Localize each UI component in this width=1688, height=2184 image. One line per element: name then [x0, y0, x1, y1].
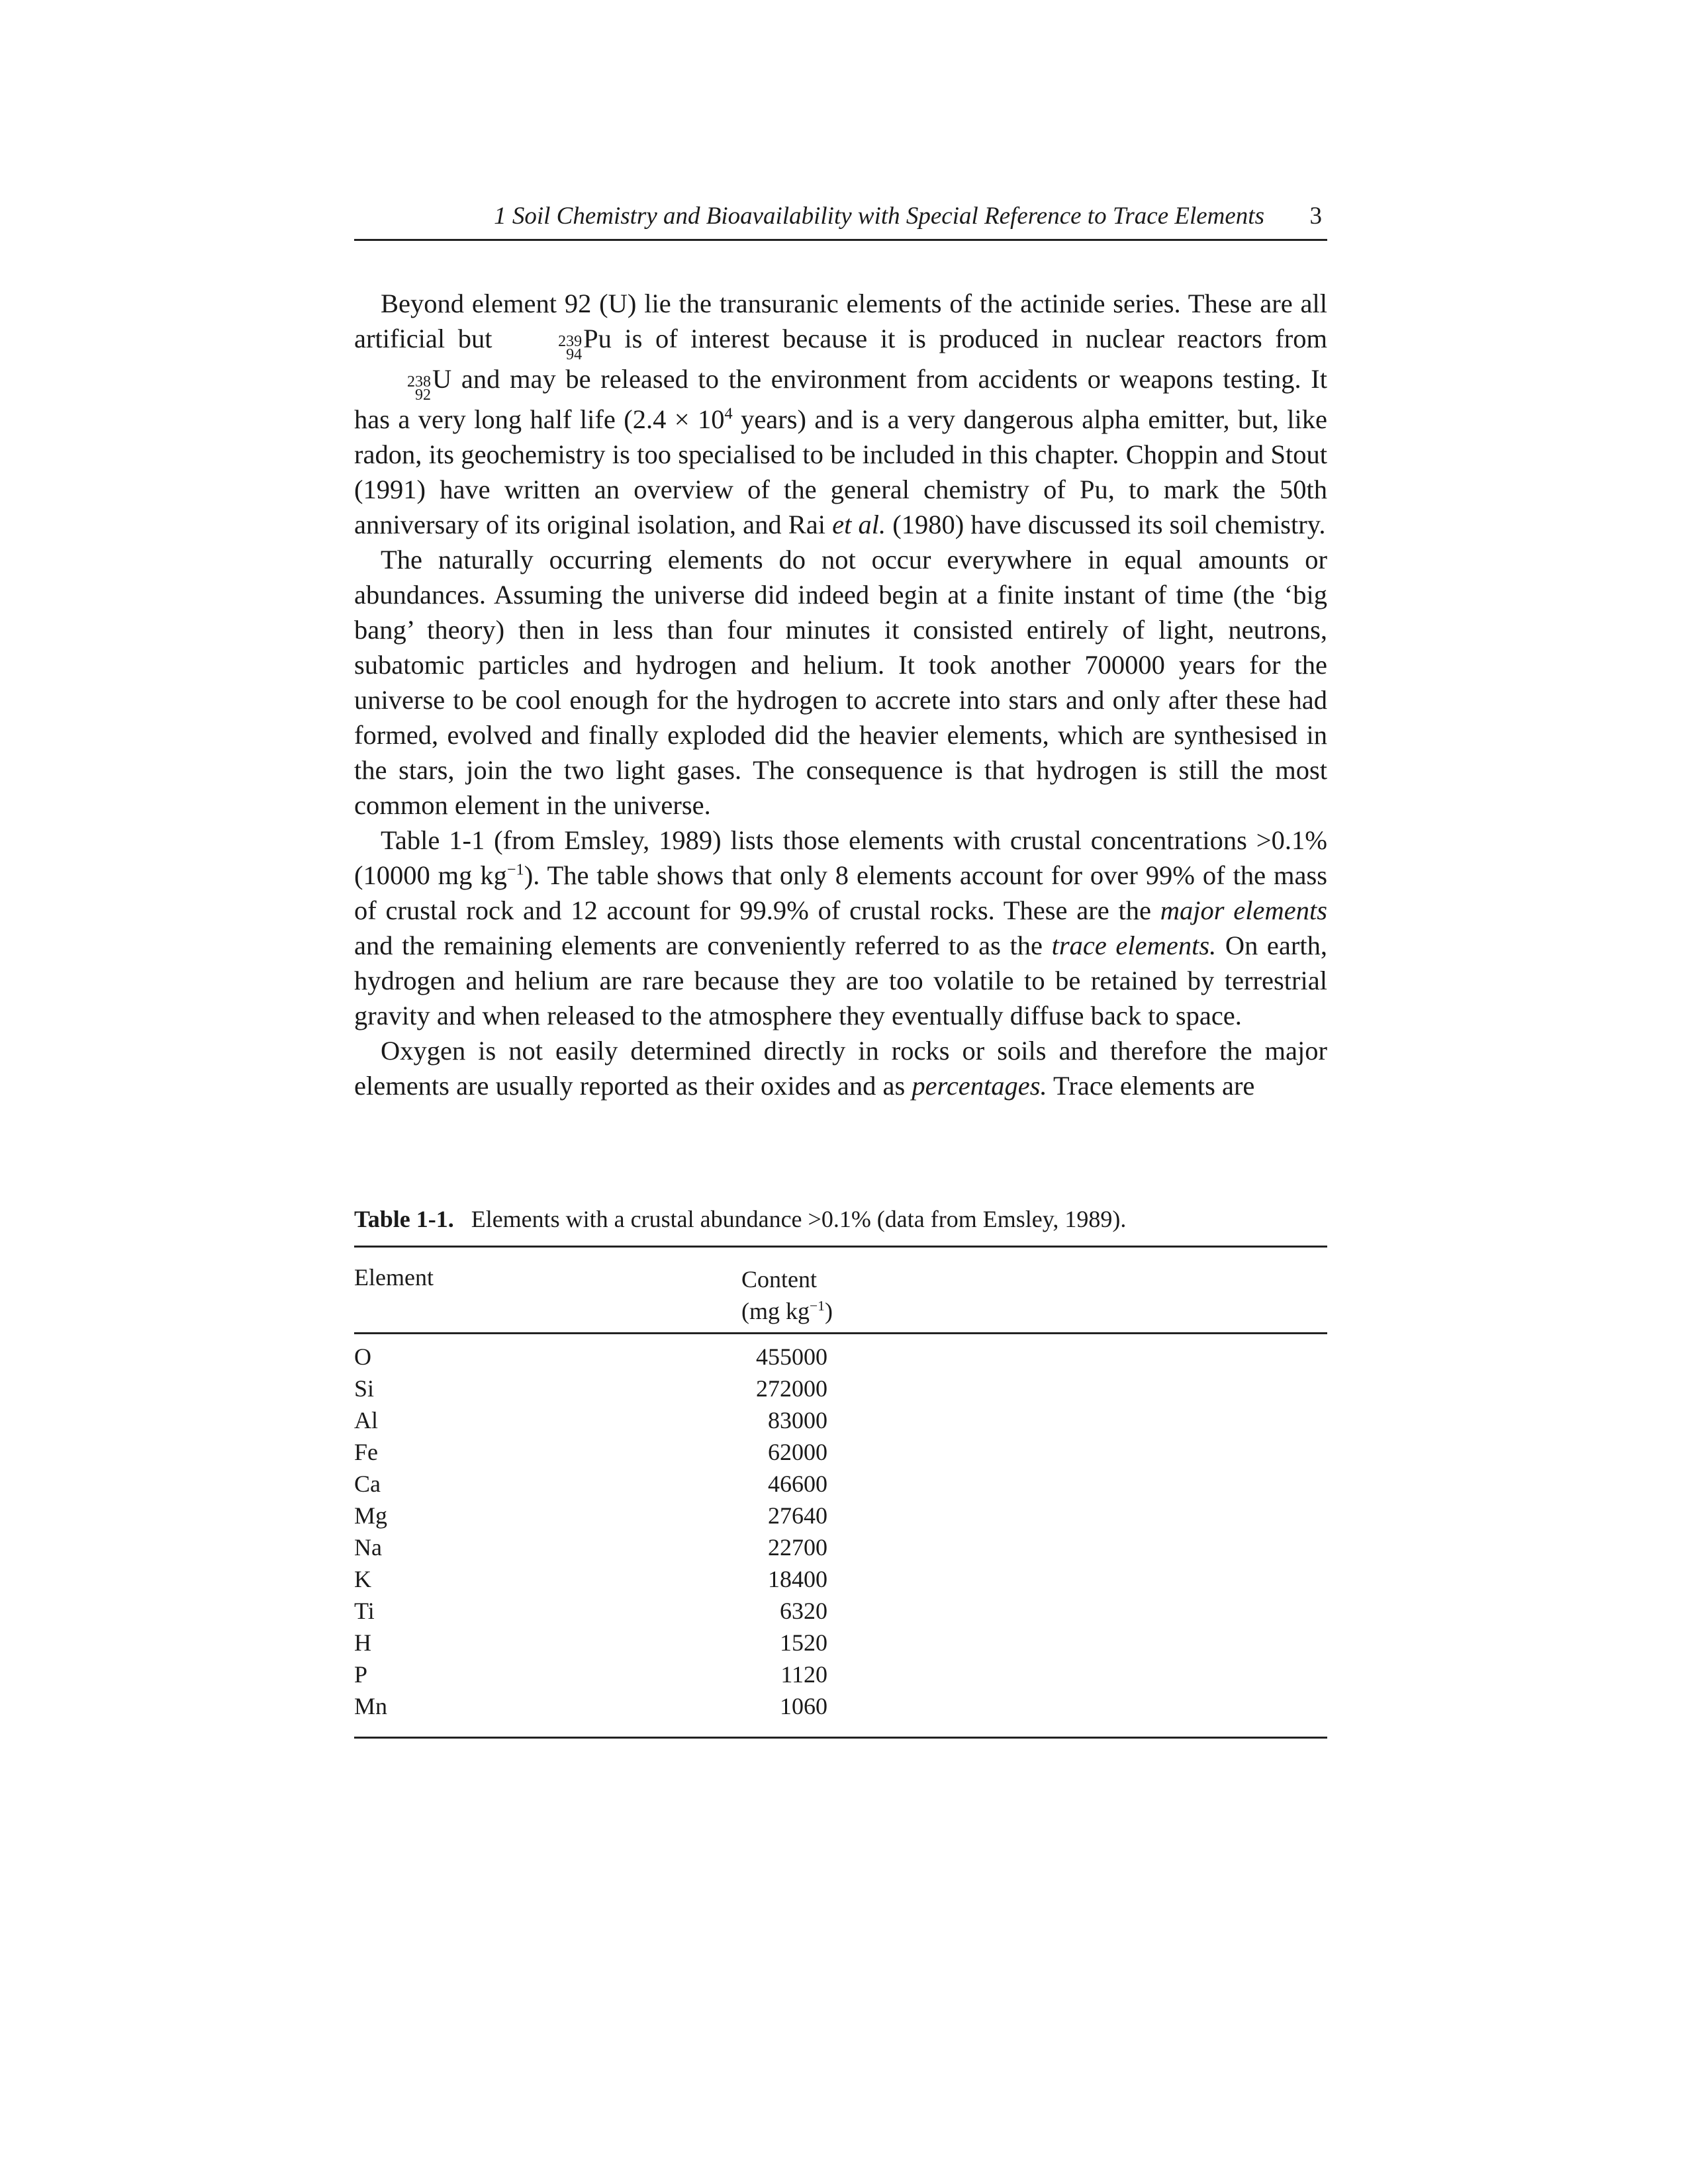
cell-element: H [354, 1629, 371, 1656]
unit-text: (mg kg [741, 1298, 810, 1324]
cell-content: 1520 [780, 1629, 827, 1656]
isotope-atomic-number: 92 [415, 387, 431, 404]
text-run: years) and is a very dangerous alpha emitter, but, like radon, its geochemistry is too specialised to be included in this chapter. Choppin and Stout (1991) have written an overview of the general chemistry of Pu, to mark the 50th anniversary of its original isolation, and Rai [354, 404, 1327, 539]
body-text [354, 286, 1327, 1103]
column-header-element: Element [354, 1264, 434, 1291]
table-row [354, 1436, 1327, 1468]
cell-element: Ti [354, 1598, 375, 1624]
cell-content: 18400 [768, 1566, 827, 1592]
table-row [354, 1341, 1327, 1373]
cell-element: Mn [354, 1693, 388, 1719]
table-row [354, 1690, 1327, 1722]
text-run: Oxygen is not easily determined directly in rocks or soils and therefore the major elements are usually reported as their oxides and as [354, 1036, 1327, 1101]
isotope-symbol: Pu [583, 324, 612, 353]
emphasis: major elements [1160, 895, 1327, 925]
isotope-symbol: U [432, 364, 452, 394]
column-header-content [741, 1263, 833, 1327]
cell-element: Si [354, 1375, 375, 1402]
table-row [354, 1373, 1327, 1404]
paragraph-transuranic [354, 286, 1327, 542]
table-row [354, 1468, 1327, 1500]
text-run: and may be released to the environment from accidents or weapons testing. It has a very long half life (2.4 × 10 [354, 364, 1327, 434]
emphasis: et al. [832, 510, 886, 539]
table-crustal-abundance [354, 1246, 1327, 1739]
page [354, 0, 1327, 2184]
text-run: (1980) have discussed its soil chemistry. [886, 510, 1326, 539]
running-header [354, 202, 1327, 241]
table-body [354, 1334, 1327, 1737]
table-row [354, 1659, 1327, 1690]
isotope-u-238 [354, 361, 451, 402]
exponent: −1 [506, 860, 524, 879]
text-run: Trace elements are [1047, 1071, 1255, 1101]
running-title: 1 Soil Chemistry and Bioavailability with Special Reference to Trace Elements [494, 203, 1264, 230]
cell-element: Na [354, 1534, 382, 1561]
text-run: ). The table shows that only 8 elements account for over 99% of the mass of crustal rock and 12 account for 99.9% of crustal rocks. These are the [354, 860, 1327, 925]
table-row [354, 1531, 1327, 1563]
cell-content: 1060 [780, 1693, 827, 1719]
table-caption [354, 1205, 1327, 1234]
isotope-mass: 238 [407, 373, 431, 390]
table-caption-label: Table 1-1. [354, 1206, 454, 1232]
cell-content: 455000 [756, 1343, 827, 1370]
isotope-pu-239 [505, 321, 612, 361]
table-caption-text: Elements with a crustal abundance >0.1% (data from Emsley, 1989). [471, 1206, 1127, 1232]
paragraph-oxygen [354, 1033, 1327, 1103]
cell-element: O [354, 1343, 371, 1370]
isotope-mass: 239 [558, 333, 583, 350]
text-run: Beyond element 92 (U) lie the transuranic elements of the actinide series. These are all artificial but [354, 289, 1327, 353]
paragraph-table-reference [354, 823, 1327, 1033]
table-row [354, 1404, 1327, 1436]
column-header-content-unit [741, 1295, 833, 1327]
cell-content: 6320 [780, 1598, 827, 1624]
table-row [354, 1627, 1327, 1659]
table-bottom-rule [354, 1737, 1327, 1739]
cell-content: 22700 [768, 1534, 827, 1561]
table-row [354, 1595, 1327, 1627]
unit-exponent: −1 [810, 1298, 825, 1314]
text-run: On earth, hydrogen and helium are rare because they are too volatile to be retained by terrestrial gravity and when released to the atmosphere they eventually diffuse back to space. [354, 931, 1328, 1030]
emphasis: trace elements. [1051, 931, 1217, 960]
cell-content: 46600 [768, 1471, 827, 1497]
cell-element: Fe [354, 1439, 378, 1465]
cell-content: 1120 [780, 1661, 827, 1688]
cell-content: 272000 [756, 1375, 827, 1402]
table-row [354, 1563, 1327, 1595]
paragraph-abundances: The naturally occurring elements do not occur everywhere in equal amounts or abundances. Assuming the universe did indeed begin at a finite instant of time (the ‘big bang’ theory) then in less than four minutes it consisted entirely of light, neutrons, subatomic particles and hydrogen and helium. It took another 700000 years for the universe to be cool enough for the hydrogen to accrete into stars and only after these had formed, evolved and finally exploded did the heavier elements, which are synthesised in the stars, join the two light gases. The consequence is that hydrogen is still the most common element in the universe. [354, 545, 1327, 820]
table-row [354, 1500, 1327, 1531]
cell-element: P [354, 1661, 368, 1688]
exponent: 4 [724, 404, 733, 423]
table-header [354, 1248, 1327, 1332]
text-run: Table 1-1 (from Emsley, 1989) lists those elements with crustal concentrations >0.1% (10000 mg kg [354, 825, 1327, 890]
page-number: 3 [1309, 203, 1322, 230]
column-header-content-label: Content [741, 1266, 817, 1293]
unit-text: ) [824, 1298, 833, 1324]
cell-content: 27640 [768, 1502, 827, 1529]
cell-content: 62000 [768, 1439, 827, 1465]
cell-element: Mg [354, 1502, 388, 1529]
cell-content: 83000 [768, 1407, 827, 1433]
emphasis: percentages. [912, 1071, 1047, 1101]
cell-element: Al [354, 1407, 378, 1433]
text-run: and the remaining elements are conveniently referred to as the [354, 931, 1052, 960]
cell-element: K [354, 1566, 371, 1592]
cell-element: Ca [354, 1471, 381, 1497]
text-run: is of interest because it is produced in nuclear reactors from [611, 324, 1327, 353]
isotope-atomic-number: 94 [566, 346, 583, 363]
